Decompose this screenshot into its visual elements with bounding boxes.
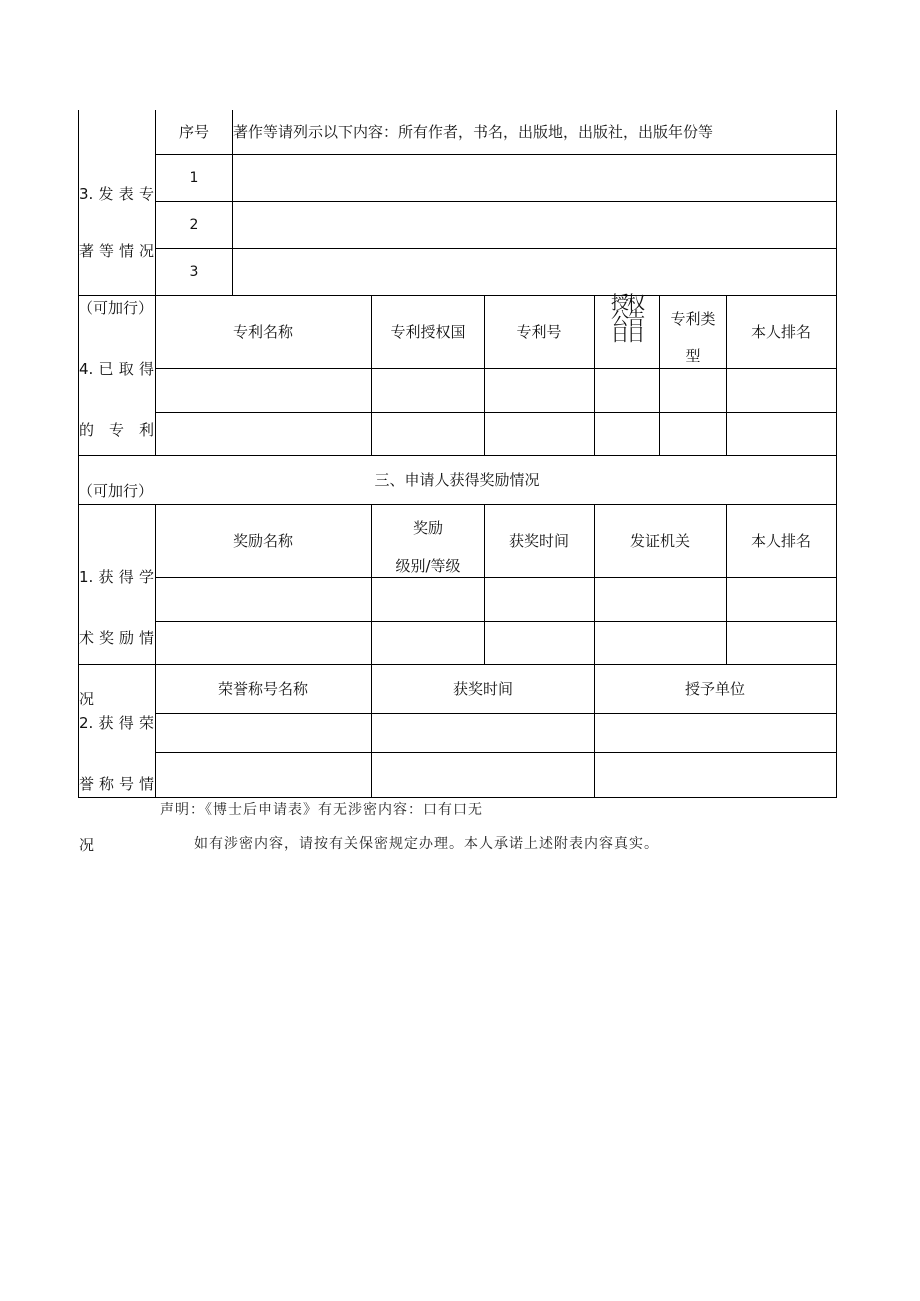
- grid-line: [155, 154, 837, 155]
- label-line: 3.发表专: [79, 185, 154, 203]
- grid-line: [155, 713, 837, 714]
- label-line: 术奖励情: [79, 629, 154, 647]
- publications-section-label: [79, 158, 154, 344]
- header-seq: 序号: [178, 123, 210, 141]
- label-line: 誉称号情: [79, 775, 154, 793]
- grid-line: [726, 504, 727, 665]
- header-line: 授权: [611, 293, 643, 314]
- grid-line: [155, 577, 837, 578]
- table-border-bottom: [78, 797, 837, 798]
- grid-line: [484, 504, 485, 665]
- header-patent-number: 专利号: [516, 323, 562, 341]
- grid-line: [594, 664, 595, 798]
- row-number: 2: [189, 217, 199, 233]
- awards-section-title: 三、申请人获得奖励情况: [374, 471, 540, 489]
- header-line: 公告: [611, 309, 643, 330]
- grid-line: [155, 412, 837, 413]
- header-award-level-line2: 级别/等级: [395, 557, 461, 575]
- grid-line: [155, 110, 156, 296]
- header-patent-name: 专利名称: [232, 323, 294, 341]
- label-line: 4.已取得: [79, 360, 154, 378]
- grid-line: [155, 752, 837, 753]
- grid-line: [155, 621, 837, 622]
- label-line: 2.获得荣: [79, 714, 154, 732]
- grid-line: [371, 295, 372, 456]
- header-award-issuer: 发证机关: [629, 532, 691, 550]
- honors-section-label: [79, 687, 154, 881]
- header-honor-unit: 授予单位: [684, 680, 746, 698]
- header-honor-time: 获奖时间: [452, 680, 514, 698]
- label-line: 著等情况: [79, 242, 154, 260]
- grid-line: [155, 664, 156, 798]
- label-line: （可加行）: [78, 299, 154, 317]
- header-patent-date: [598, 293, 656, 346]
- header-content: 著作等请列示以下内容：所有作者，书名，出版地，出版社，出版年份等: [233, 123, 714, 141]
- row-number: 3: [189, 264, 199, 280]
- label-line: （可加行）: [78, 482, 154, 500]
- grid-line: [155, 201, 837, 202]
- grid-line: [78, 295, 837, 296]
- patents-section-label: [79, 333, 154, 527]
- grid-line: [594, 295, 595, 456]
- header-award-name: 奖励名称: [232, 532, 294, 550]
- grid-line: [371, 504, 372, 665]
- grid-line: [78, 664, 837, 665]
- grid-line: [594, 504, 595, 665]
- header-patent-type-line2: 型: [685, 347, 701, 365]
- grid-line: [78, 455, 837, 456]
- header-honor-name: 荣誉称号名称: [217, 680, 309, 698]
- header-award-level-line1: 奖励: [412, 519, 444, 537]
- label-line: 况: [79, 690, 95, 708]
- header-line: 日日: [611, 325, 643, 346]
- label-line: 1.获得学: [79, 568, 154, 586]
- label-line: 况: [79, 836, 95, 854]
- header-patent-rank: 本人排名: [750, 323, 812, 341]
- grid-line: [155, 504, 156, 665]
- grid-line: [155, 368, 837, 369]
- grid-line: [659, 295, 660, 456]
- header-patent-type-line1: 专利类: [670, 310, 716, 328]
- grid-line: [371, 664, 372, 798]
- row-number: 1: [189, 170, 199, 186]
- declaration-line-1: 声明：《博士后申请表》有无涉密内容：口有口无: [160, 802, 483, 818]
- grid-line: [155, 248, 837, 249]
- grid-line: [726, 295, 727, 456]
- header-award-rank: 本人排名: [750, 532, 812, 550]
- grid-line: [155, 295, 156, 456]
- grid-line: [484, 295, 485, 456]
- grid-line: [78, 504, 837, 505]
- label-line: 的专利: [79, 421, 154, 439]
- header-award-time: 获奖时间: [508, 532, 570, 550]
- header-patent-country: 专利授权国: [390, 323, 466, 341]
- table-border-right: [836, 110, 837, 798]
- declaration-line-2: 如有涉密内容，请按有关保密规定办理。本人承诺上述附表内容真实。: [194, 836, 659, 852]
